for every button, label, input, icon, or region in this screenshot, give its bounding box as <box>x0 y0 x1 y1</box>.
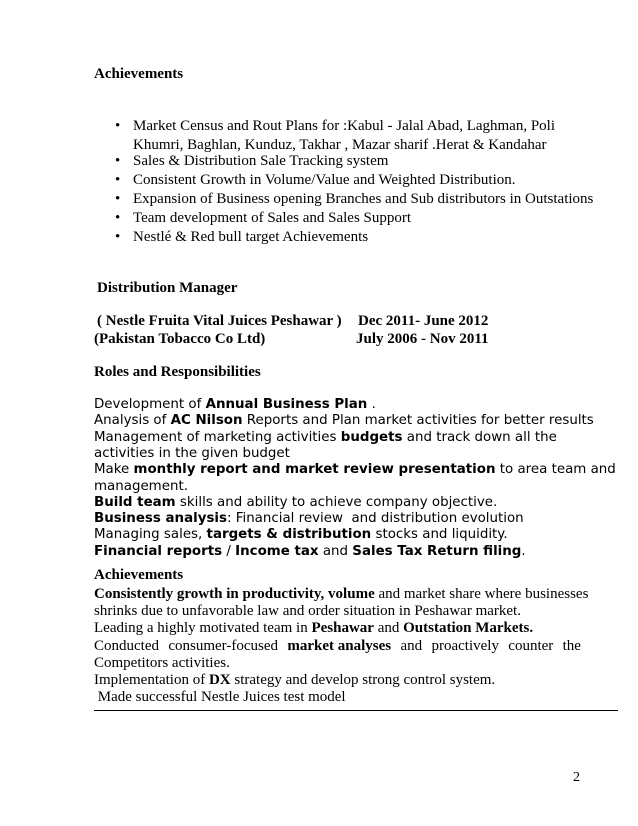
bullet-text-line: Khumri, Baghlan, Kunduz, Takhar , Mazar sharif .Herat & Kandahar <box>133 137 547 153</box>
text-run: proactively <box>431 637 499 654</box>
achievement-line <box>94 688 346 706</box>
text-run: / <box>222 543 236 559</box>
text-run: skills and ability to achieve company objective. <box>175 494 498 510</box>
bullet-text-line: Consistent Growth in Volume/Value and Weighted Distribution. <box>133 172 516 188</box>
achievement-line <box>94 654 230 672</box>
achievement-line <box>94 585 588 603</box>
achievement-line <box>94 671 495 689</box>
bold-text: Business analysis <box>94 511 227 527</box>
text-run: and <box>373 620 404 637</box>
text-run: . <box>521 543 526 559</box>
text-run: and <box>318 543 353 559</box>
text-run: . <box>367 397 376 412</box>
text-run: and track down all the <box>402 429 557 445</box>
text-run: management. <box>94 478 188 494</box>
bold-text: targets & distribution <box>206 527 372 543</box>
text-run: Reports and Plan market activities for better results <box>242 413 594 429</box>
text-run: : Financial review and distribution evolution <box>226 511 524 527</box>
achievement-line <box>94 602 521 620</box>
list-item <box>115 117 556 155</box>
bold-text: Peshawar <box>311 620 374 637</box>
text-run: counter <box>508 637 554 654</box>
bullet-icon: • <box>115 153 121 169</box>
bullet-text-line: Market Census and Rout Plans for :Kabul - Jalal Abad, Laghman, Poli <box>133 118 556 134</box>
bullet-icon: • <box>115 118 121 134</box>
bold-text: Annual Business Plan <box>205 397 368 412</box>
job-title: Distribution Manager <box>97 280 238 296</box>
bold-text: Build team <box>94 494 176 510</box>
text-run: strategy and develop strong control system. <box>230 672 496 688</box>
text-run: activities in the given budget <box>94 445 290 461</box>
bold-text: Sales Tax Return filing <box>352 543 522 559</box>
bold-text: Income tax <box>235 543 319 559</box>
bullet-icon: • <box>115 229 121 245</box>
bullet-text-line: Team development of Sales and Sales Support <box>133 210 412 226</box>
text-run: Leading a highly motivated team in <box>94 620 312 637</box>
roles-line <box>94 429 557 446</box>
roles-line <box>94 396 376 413</box>
text-run: Management of marketing activities <box>94 429 341 445</box>
list-item <box>115 209 412 228</box>
bullet-icon: • <box>115 172 121 188</box>
text-run: Conducted <box>94 637 159 654</box>
roles-line <box>94 412 594 429</box>
roles-line <box>94 526 508 543</box>
text-run: to area team and <box>495 462 616 478</box>
text-run: Implementation of <box>94 672 209 688</box>
employer-company: (Pakistan Tobacco Co Ltd) <box>94 331 266 347</box>
bold-text: Consistently growth in productivity, volume <box>94 586 375 602</box>
bullet-icon: • <box>115 210 121 226</box>
bold-text: budgets <box>340 429 403 445</box>
roles-line <box>94 494 497 511</box>
roles-line <box>94 461 616 478</box>
roles-line <box>94 445 290 462</box>
text-run: and <box>400 637 423 654</box>
horizontal-rule <box>94 710 618 711</box>
achievement-line <box>94 619 533 637</box>
bullet-text-line: Nestlé & Red bull target Achievements <box>133 229 369 245</box>
bold-text: Financial reports <box>94 543 223 559</box>
bold-text: DX <box>208 672 231 688</box>
roles-line <box>94 543 526 560</box>
roles-line <box>94 510 524 527</box>
bold-text: monthly report and market review presentation <box>133 462 496 478</box>
text-run: and market share where businesses <box>374 586 589 602</box>
bold-text: AC Nilson <box>170 413 243 429</box>
list-item <box>115 228 369 247</box>
roles-heading: Roles and Responsibilities <box>94 364 261 380</box>
bullet-icon: • <box>115 191 121 207</box>
text-run: Development of <box>94 397 206 412</box>
achievements-heading: Achievements <box>94 66 184 82</box>
text-run: Analysis of <box>94 413 171 429</box>
text-run: Made successful Nestle Juices test model <box>94 689 346 706</box>
bullet-text-line: Sales & Distribution Sale Tracking system <box>133 153 389 169</box>
text-run: Make <box>94 462 134 478</box>
achievements-heading: Achievements <box>94 567 184 583</box>
list-item <box>115 190 594 209</box>
text-run: consumer-focused <box>168 637 279 654</box>
employer-company: ( Nestle Fruita Vital Juices Peshawar ) <box>97 313 342 329</box>
text-run: the <box>562 637 581 654</box>
employer-dates: July 2006 - Nov 2011 <box>356 331 489 347</box>
bullet-text-line: Expansion of Business opening Branches and Sub distributors in Outstations <box>133 191 594 207</box>
text-run: Managing sales, <box>94 527 207 543</box>
bold-text: Outstation Markets. <box>403 620 534 637</box>
text-run: shrinks due to unfavorable law and order situation in Peshawar market. <box>94 603 521 620</box>
achievement-line <box>94 637 581 655</box>
roles-line <box>94 478 188 495</box>
bold-text: market analyses <box>287 637 392 654</box>
text-run: Competitors activities. <box>94 654 230 671</box>
list-item <box>115 171 516 190</box>
employer-dates: Dec 2011- June 2012 <box>358 313 489 329</box>
page-number: 2 <box>573 770 580 785</box>
list-item <box>115 152 389 171</box>
text-run: stocks and liquidity. <box>371 527 508 543</box>
